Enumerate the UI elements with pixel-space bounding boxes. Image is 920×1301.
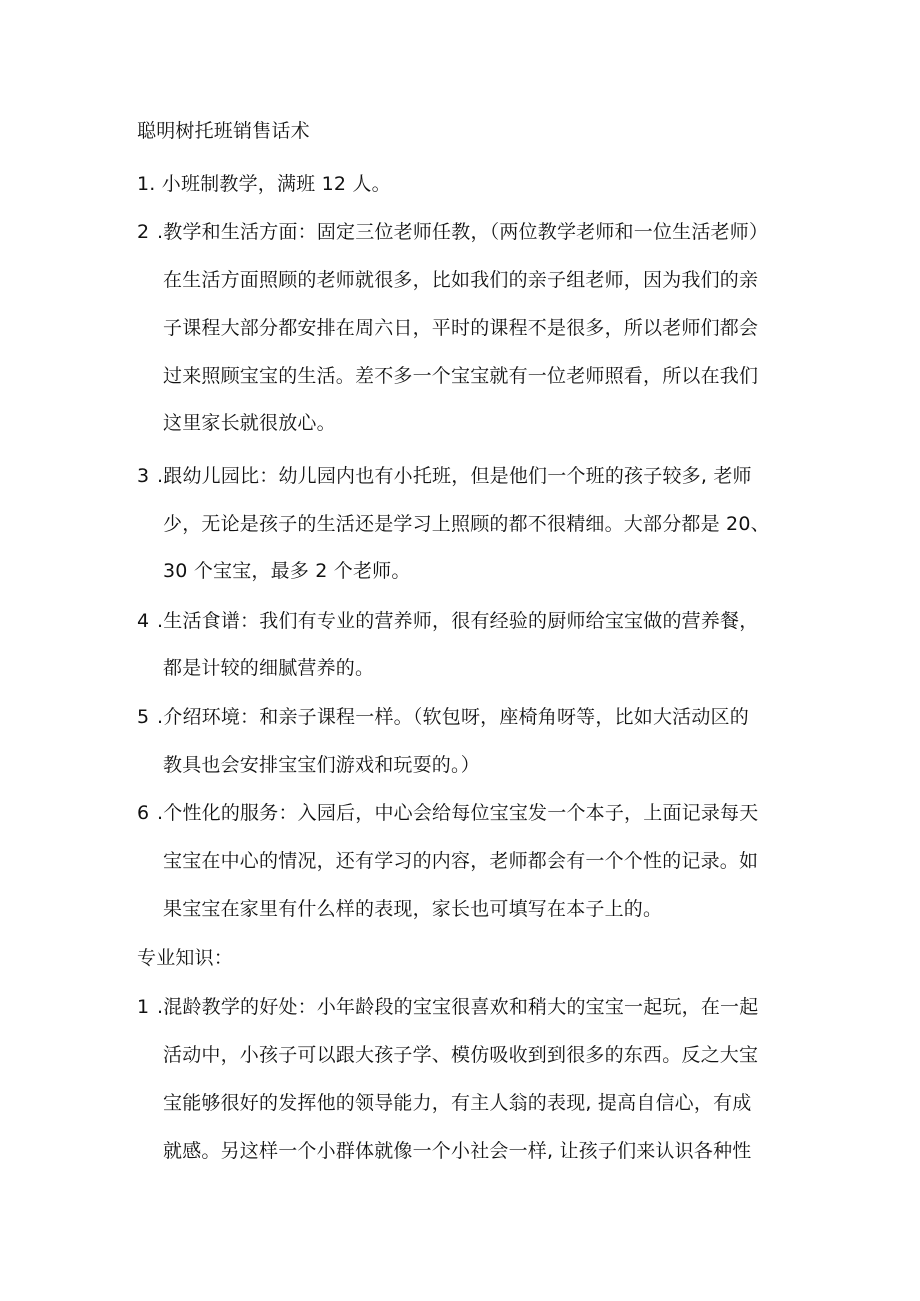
list-item-text-line: .介绍环境：和亲子课程一样。（软包呀，座椅角呀等，比如大活动区的: [157, 706, 749, 728]
list-item-1: 1. 小班制教学，满班 12 人。: [137, 173, 391, 195]
list-item-text-line: .混龄教学的好处：小年龄段的宝宝很喜欢和稍大的宝宝一起玩，在一起: [157, 996, 759, 1018]
list-item-number: 1: [137, 996, 150, 1018]
list-item-number: 4: [137, 610, 150, 632]
list-item-text-line: 教具也会安排宝宝们游戏和玩耍的。）: [163, 754, 480, 776]
list-item-text-line: 过来照顾宝宝的生活。差不多一个宝宝就有一位老师照看，所以在我们: [163, 365, 759, 387]
list-item-text-line: .教学和生活方面：固定三位老师任教，（两位教学老师和一位生活老师）: [157, 221, 769, 243]
list-item-text-line: .生活食谱：我们有专业的营养师，很有经验的厨师给宝宝做的营养餐，: [157, 610, 759, 632]
list-item-text-line: 这里家长就很放心。: [163, 412, 336, 434]
list-item-text-line: 30 个宝宝，最多 2 个老师。: [163, 560, 411, 582]
document-title: 聪明树托班销售话术: [137, 120, 310, 142]
list-item-text-line: 宝能够很好的发挥他的领导能力，有主人翁的表现, 提高自信心，有成: [163, 1092, 752, 1114]
list-item-text-line: 少，无论是孩子的生活还是学习上照顾的都不很精细。大部分都是 20、: [163, 513, 770, 535]
list-item-number: 6: [137, 802, 150, 824]
list-item-text-line: 子课程大部分都安排在周六日，平时的课程不是很多，所以老师们都会: [163, 317, 759, 339]
list-item-text-line: .跟幼儿园比：幼儿园内也有小托班，但是他们一个班的孩子较多, 老师: [157, 465, 752, 487]
list-item-number: 3: [137, 465, 150, 487]
section-heading: 专业知识：: [137, 947, 234, 969]
list-item-text-line: 都是计较的细腻营养的。: [163, 657, 375, 679]
list-item-text-line: 果宝宝在家里有什么样的表现，家长也可填写在本子上的。: [163, 898, 663, 920]
list-item-text-line: 在生活方面照顾的老师就很多，比如我们的亲子组老师，因为我们的亲: [163, 269, 759, 291]
list-item-text-line: 就感。另这样一个小群体就像一个小社会一样, 让孩子们来认识各种性: [163, 1140, 752, 1162]
list-item-text-line: 宝宝在中心的情况，还有学习的内容，老师都会有一个个性的记录。如: [163, 850, 759, 872]
list-item-text-line: 活动中，小孩子可以跟大孩子学、模仿吸收到到很多的东西。反之大宝: [163, 1044, 759, 1066]
list-item-number: 5: [137, 706, 150, 728]
list-item-text-line: .个性化的服务：入园后，中心会给每位宝宝发一个本子，上面记录每天: [157, 802, 759, 824]
list-item-number: 2: [137, 221, 150, 243]
